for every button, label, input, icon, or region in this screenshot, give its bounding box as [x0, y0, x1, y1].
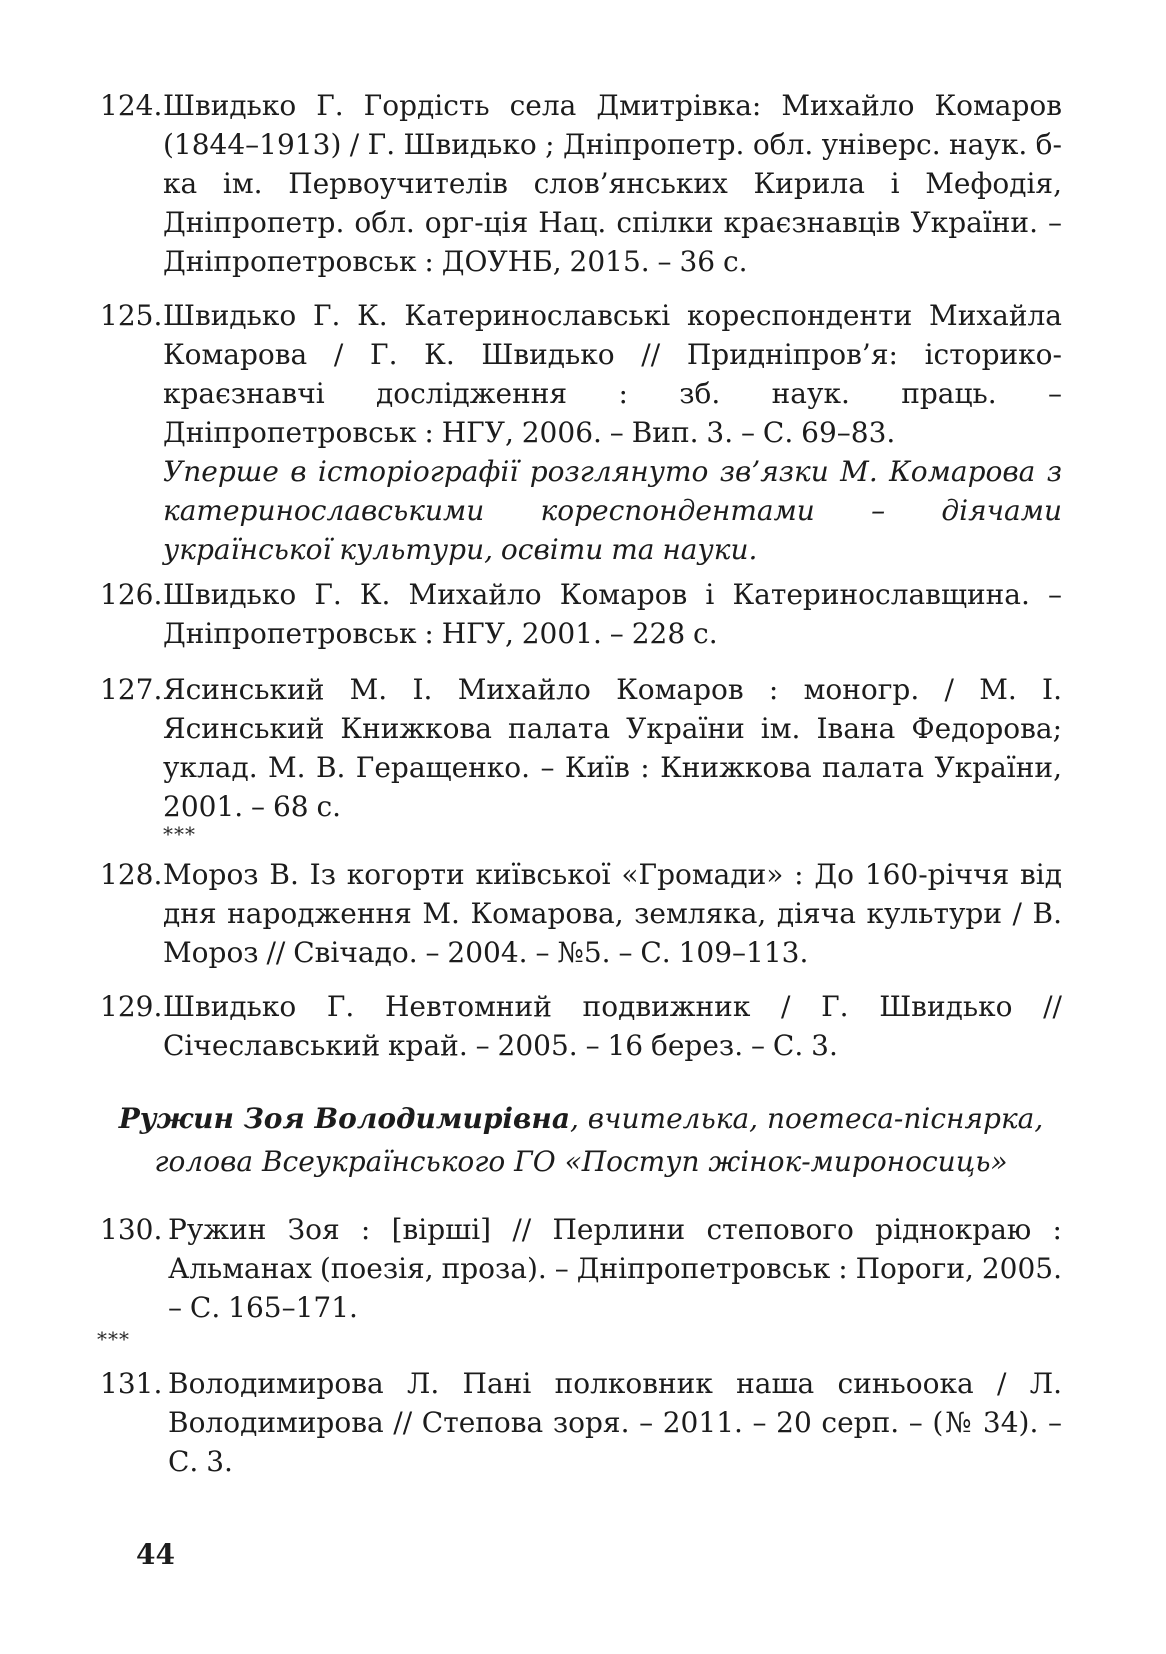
entry-text: Ружин Зоя : [вірші] // Перлини степового ріднокраю : Альманах (поезія, проза). – Дніпропетровськ : Пороги, 2005. – С. 165–171.: [168, 1213, 1062, 1324]
bibliography-entry-129: [100, 987, 1062, 1065]
entry-text: Швидько Г. Невтомний подвижник / Г. Швидько // Січеславський край. – 2005. – 16 берез. – С. 3.: [163, 990, 1062, 1062]
entry-text: Ясинський М. І. Михайло Комаров : моногр. / М. І. Ясинський Книжкова палата України ім. Івана Федорова; уклад. М. В. Геращенко. – Київ : Книжкова палата України, 2001. – 68 с.: [163, 673, 1062, 823]
entry-number: 131.: [100, 1367, 163, 1400]
page-number: 44: [136, 1538, 175, 1571]
entry-number: 130.: [100, 1213, 163, 1246]
person-description: , вчителька, поетеса-піснярка,: [570, 1102, 1044, 1135]
person-heading: [100, 1097, 1062, 1183]
entry-text: Швидько Г. К. Михайло Комаров і Катеринославщина. – Дніпропетровськ : НГУ, 2001. – 228 с.: [163, 578, 1062, 650]
entry-text: Швидько Г. К. Катеринославські кореспонденти Михайла Комарова / Г. К. Швидько // Придніпров’я: історико-краєзнавчі дослідження : зб. наук. праць. – Дніпропетровськ : НГУ, 2006. – Вип. 3. – С. 69–83.: [163, 299, 1062, 449]
entry-number: 127.: [100, 673, 163, 706]
bibliography-entry-127: [100, 670, 1062, 826]
section-separator: ***: [163, 822, 196, 846]
section-separator: ***: [97, 1327, 130, 1351]
person-name: Ружин Зоя Володимирівна: [118, 1102, 570, 1135]
bibliography-entry-130: [100, 1210, 1062, 1327]
bibliography-entry-126: [100, 575, 1062, 653]
entry-number: 129.: [100, 990, 163, 1023]
entry-number: 126.: [100, 578, 163, 611]
bibliography-entry-125: [100, 296, 1062, 569]
entry-text: Володимирова Л. Пані полковник наша синьоока / Л. Володимирова // Степова зоря. – 2011. – 20 серп. – (№ 34). – С. 3.: [168, 1367, 1062, 1478]
entry-number: 125.: [100, 299, 163, 332]
person-heading-line-2: голова Всеукраїнського ГО «Поступ жінок-мироносиць»: [154, 1145, 1008, 1178]
bibliography-entry-131: [100, 1364, 1062, 1481]
bibliography-entry-128: [100, 855, 1062, 972]
entry-number: 128.: [100, 858, 163, 891]
entry-text: Мороз В. Із когорти київської «Громади» : До 160-річчя від дня народження М. Комарова, земляка, діяча культури / В. Мороз // Свічадо. – 2004. – №5. – С. 109–113.: [163, 858, 1062, 969]
entry-annotation: Уперше в історіографії розглянуто зв’язки М. Комарова з катеринославськими кореспондентами – діячами української культури, освіти та науки.: [163, 455, 1062, 566]
bibliography-entry-124: [100, 86, 1062, 281]
entry-text: Швидько Г. Гордість села Дмитрівка: Михайло Комаров (1844–1913) / Г. Швидько ; Дніпропетр. обл. універс. наук. б-ка ім. Первоучителів слов’янських Кирила і Мефодія, Дніпропетр. обл. орг-ція Нац. спілки краєзнавців України. – Дніпропетровськ : ДОУНБ, 2015. – 36 с.: [163, 89, 1062, 278]
entry-number: 124.: [100, 89, 163, 122]
person-heading-line-1: [100, 1097, 1062, 1140]
